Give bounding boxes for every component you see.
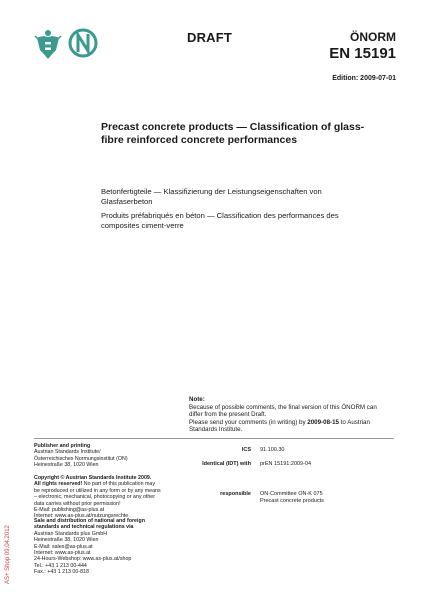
responsible-topic: Precast concrete products [260,497,324,504]
title-german [101,187,391,206]
sale-webshop: 24-Hours-Webshop: www.as-plus.at/shop [34,556,132,563]
note-line3 [189,419,399,427]
publisher-block [34,443,184,469]
sale-heading1: Sale and distribution of national and foreign [34,518,145,524]
sale-line1: Austrian Standards plus GmbH [34,530,108,537]
document-title [101,121,381,147]
rights-reserved: All rights reserved! [34,481,83,488]
sale-heading2: standards and technical regulations via [34,524,134,531]
title-french [101,211,391,230]
austrian-eagle-icon [35,30,61,59]
copyright-block [34,475,184,520]
identical-label: Identical (IDT) with [202,461,251,467]
title-fr-line2: composites ciment-verre [101,220,184,230]
standard-name: ÖNORM [350,30,396,44]
copyright-line2: be reproduced or utilized in any form or by any means [34,487,161,494]
copyright-heading: Copyright © Austrian Standards Institute 2009. [34,475,152,481]
note-line3-post: to Austrian [338,418,370,426]
note-line4: Standards Institute. [189,426,243,434]
copyright-internet: Internet: www.as-plus.at/nutzungsrechte [34,513,129,520]
copyright-line1-rest: No part of this publication may [82,481,156,488]
publisher-heading: Publisher and printing [34,443,91,449]
edition-date: Edition: 2009-07-01 [332,75,396,82]
title-de-line1: Betonfertigteile — Klassifizierung der Leistungseigenschaften von [101,187,322,196]
standard-number: EN 15191 [329,45,396,62]
publisher-line3: Heinestraße 38, 1020 Wien [34,462,99,469]
sale-fax: Fax.: +43 1 213 00-818 [34,569,89,576]
responsible-committee: ON-Committee ON-K 075 [260,491,323,497]
sale-tel: Tel.: +43 1 213 00-444 [34,562,87,569]
draft-label: DRAFT [187,30,233,45]
copyright-line3: – electronic, mechanical, photocopying or any other [34,494,156,501]
ics-value: 91.100.30 [260,447,285,453]
copyright-line4: data carries without prior permission! [34,500,121,507]
title-en-line1: Precast concrete products — Classification of glass- [101,121,365,133]
shop-stamp: AS+ Shop 09.04.2012 [5,525,11,584]
note-heading: Note: [189,396,205,403]
sale-block [34,518,184,576]
sale-line2: Heinestraße 38, 1020 Wien [34,537,99,544]
note-box [189,396,399,434]
sale-email: E-Mail: sales@as-plus.at [34,543,93,550]
title-en-line2: fibre reinforced concrete performances [101,134,298,146]
identical-value: prEN 15191:2009-04 [260,461,312,467]
comment-deadline: 2009-08-15 [307,418,339,426]
on-standards-logo-icon [70,30,96,56]
note-line2: differ from the present Draft. [189,411,267,419]
publisher-line2: Österreichisches Normungsinstitut (ON) [34,455,128,462]
publisher-line1: Austrian Standards Institute/ [34,449,101,456]
copyright-email: E-Mail: publishing@as-plus.at [34,507,105,514]
title-fr-line1: Produits préfabriqués en béton — Classification des performances des [101,211,339,220]
responsible-label: responsible [220,491,251,497]
onorm-logos [34,26,100,62]
responsible-value [260,491,390,504]
note-line3-pre: Please send your comments (in writing) by [189,418,308,426]
sale-internet: Internet: www.as-plus.at [34,550,91,557]
divider [34,438,394,439]
note-line1: Because of possible comments, the final version of this ÖNORM can [189,403,377,411]
title-de-line2: Glasfaserbeton [101,196,153,206]
ics-label: ICS [241,447,251,453]
